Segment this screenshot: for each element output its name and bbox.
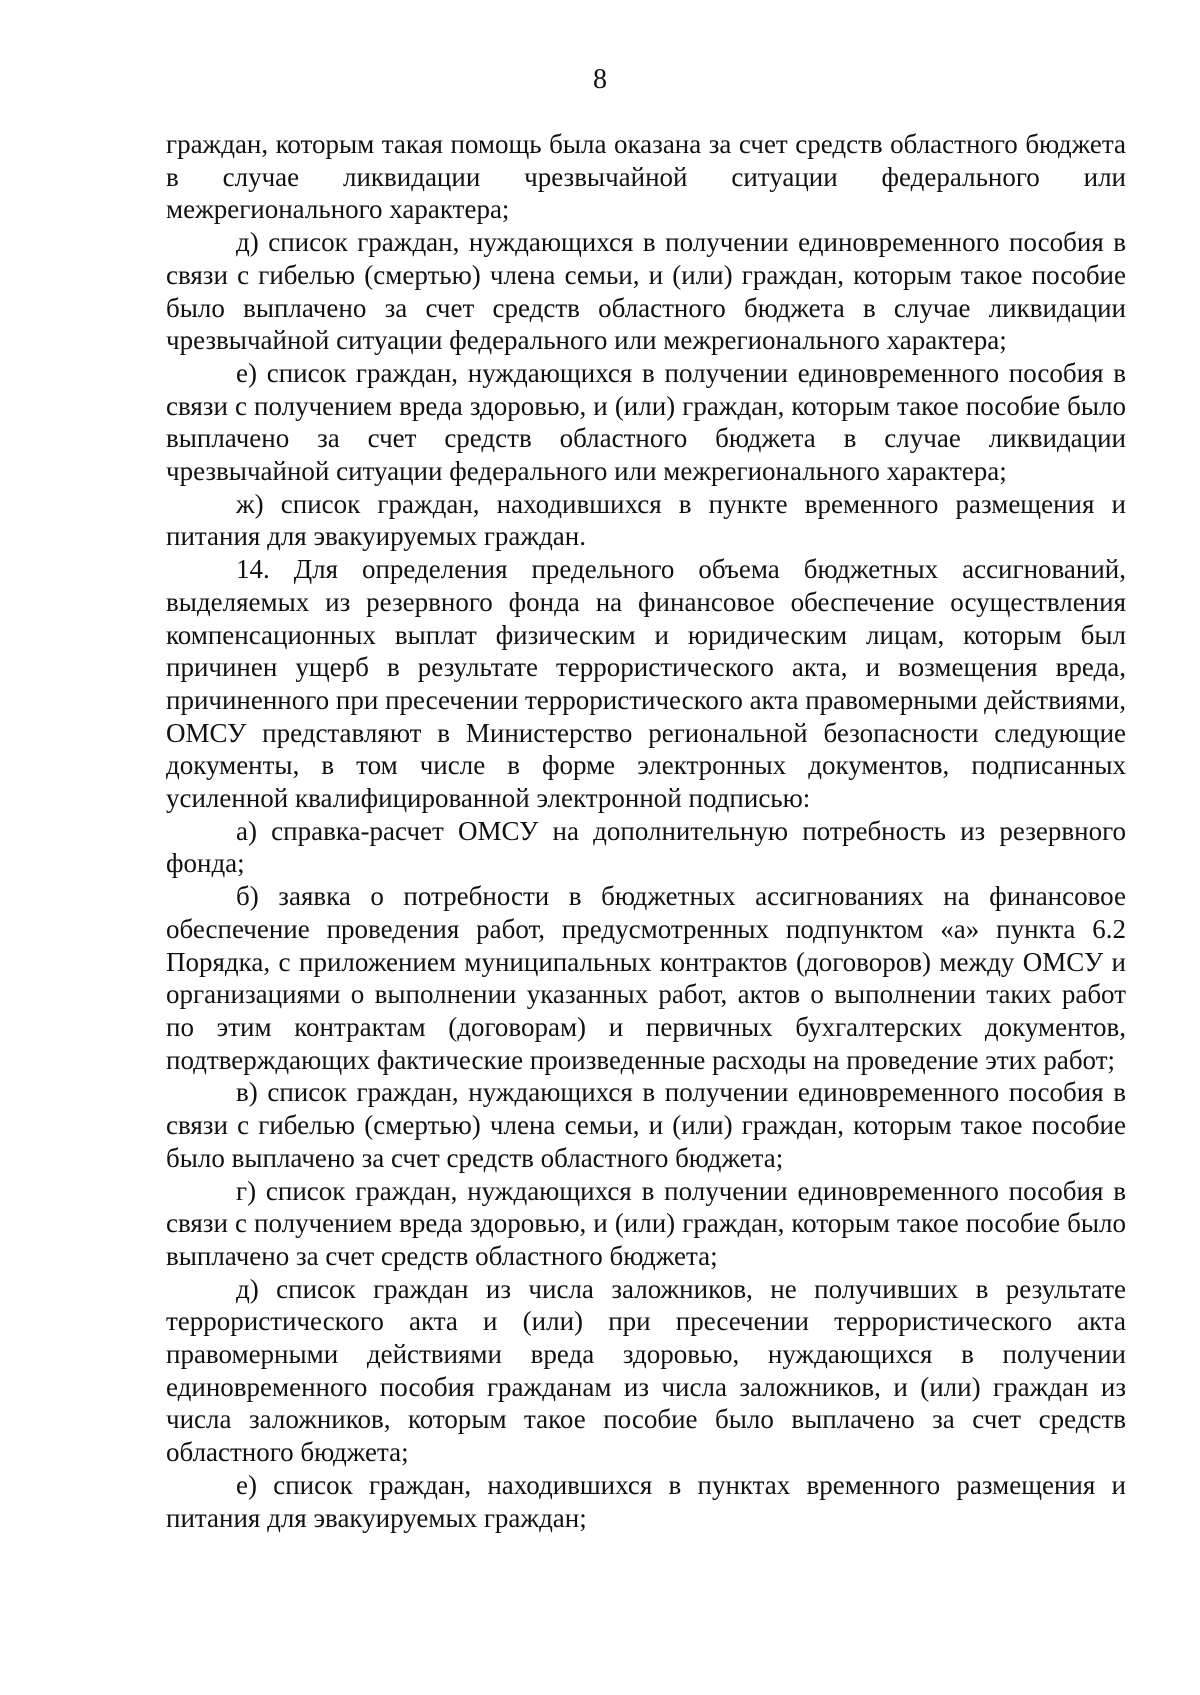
paragraph-14: 14. Для определения предельного объема бюджетных ассигнований, выделяемых из резервного фонда на финансовое обеспечение осуществления компенсационных выплат физическим и юридическим лицам, которым был причинен ущерб в результате террористического акта, и возмещения вреда, причиненного при пресечении террористического акта правомерными действиями, ОМСУ представляют в Министерство региональной безопасности следующие документы, в том числе в форме электронных документов, подписанных усиленной квалифицированной электронной подписью: (166, 554, 1126, 814)
list-item-g: г) список граждан, нуждающихся в получении единовременного пособия в связи с получением вреда здоровью, и (или) граждан, которым такое пособие было выплачено за счет средств областного бюджета; (166, 1175, 1126, 1271)
list-item-e: е) список граждан, нуждающихся в получении единовременного пособия в связи с получением вреда здоровью, и (или) граждан, которым такое пособие было выплачено за счет средств областного бюджета в случае ликвидации чрезвычайной ситуации федерального или межрегионального характера; (166, 357, 1126, 487)
list-item-d2: д) список граждан из числа заложников, не получивших в результате террористического акта и (или) при пресечении террористического акта правомерными действиями вреда здоровью, нуждающихся в получении единовременного пособия гражданам из числа заложников, и (или) граждан из числа заложников, которым такое пособие было выплачено за счет средств областного бюджета; (166, 1273, 1126, 1468)
page-number: 8 (593, 64, 607, 95)
list-item-b: б) заявка о потребности в бюджетных ассигнованиях на финансовое обеспечение проведения работ, предусмотренных подпунктом «а» пункта 6.2 Порядка, с приложением муниципальных контрактов (договоров) между ОМСУ и организациями о выполнении указанных работ, актов о выполнении таких работ по этим контрактам (договорам) и первичных бухгалтерских документов, подтверждающих фактические произведенные расходы на проведение этих работ; (166, 881, 1126, 1075)
list-item-a: а) справка-расчет ОМСУ на дополнительную потребность из резервного фонда; (166, 815, 1126, 879)
paragraph-continuation: граждан, которым такая помощь была оказана за счет средств областного бюджета в случае ликвидации чрезвычайной ситуации федерального или межрегионального характера; (166, 129, 1126, 225)
list-item-v: в) список граждан, нуждающихся в получении единовременного пособия в связи с гибелью (смертью) члена семьи, и (или) граждан, которым такое пособие было выплачено за счет средств областного бюджета; (166, 1077, 1126, 1173)
list-item-e2: е) список граждан, находившихся в пунктах временного размещения и питания для эвакуируемых граждан; (166, 1469, 1126, 1533)
list-item-d: д) список граждан, нуждающихся в получении единовременного пособия в связи с гибелью (смертью) члена семьи, и (или) граждан, которым такое пособие было выплачено за счет средств областного бюджета в случае ликвидации чрезвычайной ситуации федерального или межрегионального характера; (166, 227, 1126, 356)
document-body (166, 128, 1126, 1534)
list-item-zh: ж) список граждан, находившихся в пункте временного размещения и питания для эвакуируемых граждан. (166, 488, 1126, 552)
